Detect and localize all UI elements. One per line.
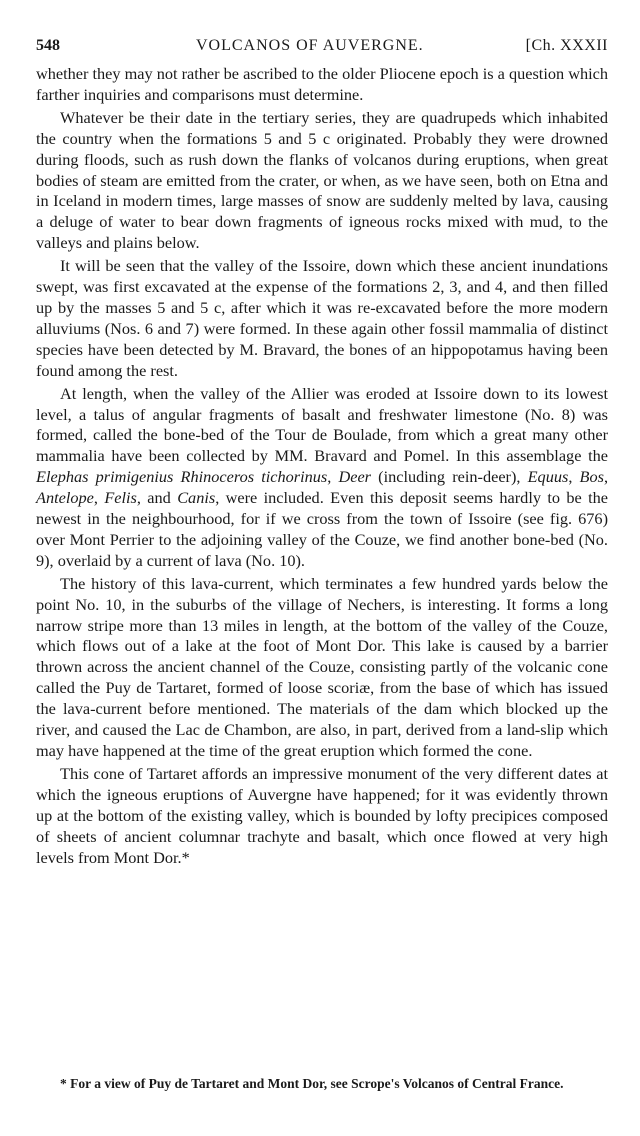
species-name: Bos [579, 467, 604, 487]
body-text [36, 64, 608, 868]
species-name: Deer [338, 467, 372, 487]
species-name: Elephas primigenius Rhinoceros tichorinus [36, 467, 328, 487]
text-run: , [603, 467, 609, 487]
chapter-label: [Ch. XXXII [525, 37, 608, 54]
species-name: Equus [527, 467, 569, 487]
text-run: At length, when the valley of the Allier was eroded at Issoire down to its lowest level, a talus of angular fragments of basalt and freshwater limestone (No. 8) was formed, called the bone-bed of the Tour de Boulade, from which a great many other mammalia have been collected by MM. Bravard and Pomel. In this assemblage the [36, 383, 608, 466]
text-run: , [568, 467, 580, 487]
text-run: (including rein-deer), [371, 467, 528, 487]
running-title: VOLCANOS OF AUVERGNE. [196, 37, 424, 54]
paragraph-3: It will be seen that the valley of the Issoire, down which these ancient inundations swept, was first excavated at the expense of the formations 2, 3, and 4, and then filled up by the masses 5 and 5 c, after which it was re-excavated before the more modern alluviums (Nos. 6 and 7) were formed. In these again other fossil mammalia of distinct species have been detected by M. Bravard, the bones of an hippopotamus having been found among the rest. [36, 256, 608, 380]
text-run: , [327, 467, 339, 487]
text-run: , were included. Even this deposit seems hardly to be the newest in the neighbourhood, for if we cross from the town of Issoire (see fig. 676) over Mont Perrier to the adjoining valley of the Couze, we find another bone-bed (No. 9), overlaid by a current of lava (No. 10). [36, 488, 608, 570]
paragraph-6: This cone of Tartaret affords an impressive monument of the very different dates at which the igneous eruptions of Auvergne have happened; for it was evidently thrown up at the bottom of the existing valley, which is bounded by lofty precipices composed of sheets of ancient columnar trachyte and basalt, which once flowed at very high levels from Mont Dor.* [36, 763, 608, 867]
page-number: 548 [36, 37, 60, 54]
text-run: , [93, 488, 105, 508]
species-name: Canis [177, 488, 216, 508]
text-run: , and [136, 488, 178, 508]
footnote-text: * For a view of Puy de Tartaret and Mont Dor, see Scrope's Volcanos of Central France. [60, 1076, 564, 1091]
paragraph-2: Whatever be their date in the tertiary series, they are quadrupeds which inhabited the country when the formations 5 and 5 c originated. Probably they were drowned during floods, such as rush down the flanks of volcanos during eruptions, when great bodies of steam are emitted from the crater, or when, as we have seen, both on Etna and in Iceland in modern times, large masses of snow are suddenly melted by lava, causing a deluge of water to bear down fragments of igneous rocks mixed with mud, to the valleys and plains below. [36, 107, 608, 253]
species-name: Antelope [36, 488, 94, 508]
paragraph-1: whether they may not rather be ascribed to the older Pliocene epoch is a question which farther inquiries and comparisons must determine. [36, 64, 608, 104]
paragraph-5: The history of this lava-current, which terminates a few hundred yards below the point No. 10, in the suburbs of the village of Nechers, is interesting. It forms a long narrow stripe more than 13 miles in length, at the bottom of the valley of the Couze, which flows out of a lake at the foot of Mont Dor. This lake is caused by a barrier thrown across the ancient channel of the Couze, consisting partly of the volcanic cone called the Puy de Tartaret, formed of loose scoriæ, from the base of which has issued the lava-current before mentioned. The materials of the dam which blocked up the river, and caused the Lac de Chambon, are also, in part, derived from a land-slip which may have happened at the time of the great eruption which formed the cone. [36, 573, 608, 760]
paragraph-4 [36, 384, 608, 572]
footnote [36, 1074, 608, 1093]
running-header [36, 33, 608, 59]
species-name: Felis [104, 488, 137, 508]
